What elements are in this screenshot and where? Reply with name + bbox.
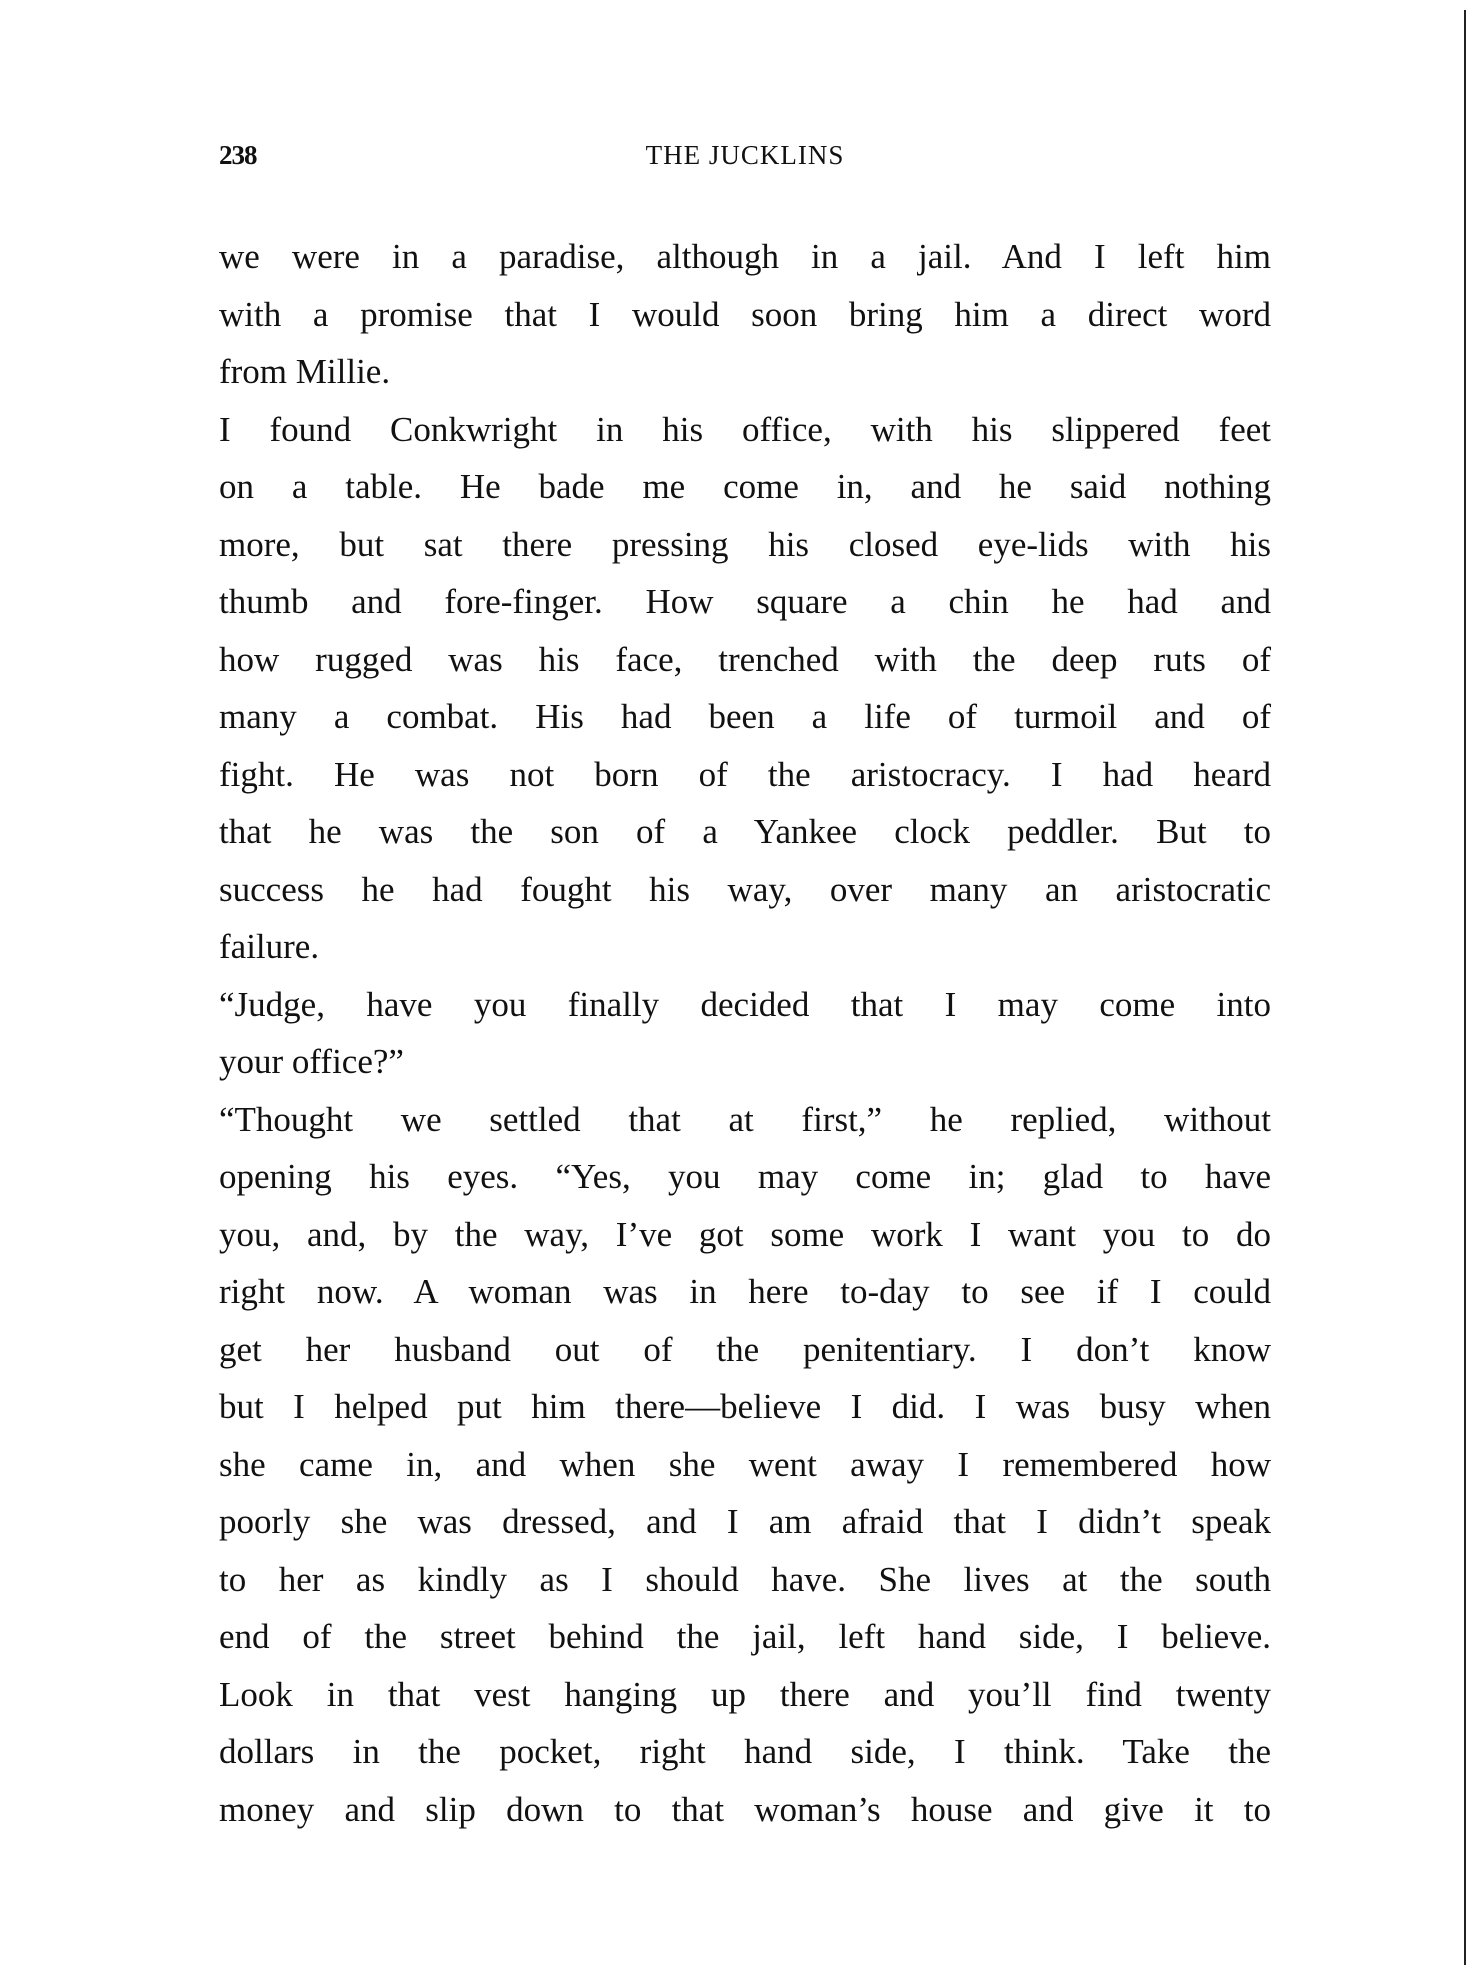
body-text xyxy=(219,232,1271,1842)
text-line: you, and, by the way, I’ve got some work I want you to do xyxy=(219,1214,1271,1254)
text-line: that he was the son of a Yankee clock peddler. But to xyxy=(219,812,1271,851)
text-line: dollars in the pocket, right hand side, I think. Take the xyxy=(219,1732,1271,1771)
text-line: fight. He was not born of the aristocracy. I had heard xyxy=(219,754,1271,794)
text-line: success he had fought his way, over many an aristocratic xyxy=(219,869,1271,909)
text-line: she came in, and when she went away I remembered how xyxy=(219,1444,1271,1484)
text-line: “Judge, have you finally decided that I may come into xyxy=(219,984,1271,1024)
text-line: opening his eyes. “Yes, you may come in; glad to have xyxy=(219,1157,1271,1196)
text-line: money and slip down to that woman’s house and give it to xyxy=(219,1789,1271,1829)
text-line: thumb and fore-finger. How square a chin he had and xyxy=(219,582,1271,621)
text-line: Look in that vest hanging up there and you’ll find twenty xyxy=(219,1674,1271,1714)
text-line: how rugged was his face, trenched with the deep ruts of xyxy=(219,639,1271,679)
text-line: to her as kindly as I should have. She lives at the south xyxy=(219,1559,1271,1599)
text-line: your office?” xyxy=(219,1042,404,1081)
text-line: “Thought we settled that at first,” he replied, without xyxy=(219,1099,1271,1139)
text-line: but I helped put him there—believe I did. I was busy when xyxy=(219,1387,1271,1426)
book-title: THE JUCKLINS xyxy=(645,140,845,170)
text-line: end of the street behind the jail, left hand side, I believe. xyxy=(219,1617,1271,1656)
page-edge-line xyxy=(1464,10,1466,1965)
text-line: many a combat. His had been a life of turmoil and of xyxy=(219,697,1271,736)
text-line: more, but sat there pressing his closed eye-lids with his xyxy=(219,524,1271,564)
page-number: 238 xyxy=(219,140,257,170)
text-line: with a promise that I would soon bring him a direct word xyxy=(219,294,1271,334)
text-line: right now. A woman was in here to-day to see if I could xyxy=(219,1272,1271,1311)
text-line: we were in a paradise, although in a jail. And I left him xyxy=(219,237,1271,276)
text-line: I found Conkwright in his office, with his slippered feet xyxy=(219,409,1271,449)
text-line: poorly she was dressed, and I am afraid that I didn’t speak xyxy=(219,1502,1271,1541)
text-line: get her husband out of the penitentiary. I don’t know xyxy=(219,1329,1271,1369)
text-line: failure. xyxy=(219,927,320,966)
text-line: on a table. He bade me come in, and he said nothing xyxy=(219,467,1271,506)
text-line: from Millie. xyxy=(219,352,391,391)
running-head xyxy=(219,140,1271,186)
